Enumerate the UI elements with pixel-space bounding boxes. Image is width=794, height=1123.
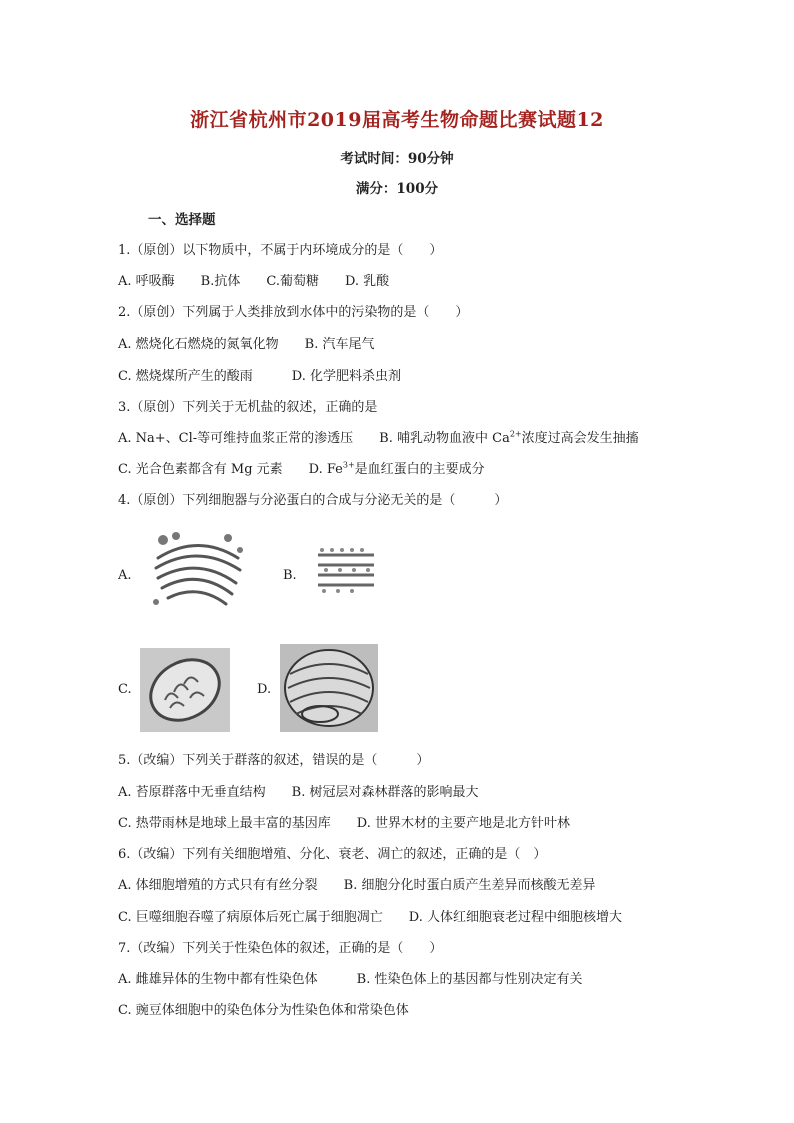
q7-option-c: C. 豌豆体细胞中的染色体分为性染色体和常染色体 [118, 1003, 409, 1018]
q4-option-b-label: B. [283, 568, 297, 583]
q7-options-ab: A. 雌雄异体的生物中都有性染色体 B. 性染色体上的基因都与性别决定有关 [118, 972, 583, 987]
q5-options-ab: A. 苔原群落中无垂直结构 B. 树冠层对森林群落的影响最大 [118, 785, 479, 800]
q3-fe-charge: 3+ [342, 460, 355, 470]
q4-option-d-label: D. [257, 682, 272, 697]
q4-option-c-label: C. [118, 682, 132, 697]
section-heading: 一、选择题 [148, 212, 216, 228]
q3-stem: 3.（原创）下列关于无机盐的叙述，正确的是 [118, 400, 378, 415]
q1-options: A. 呼吸酶 B.抗体 C.葡萄糖 D. 乳酸 [118, 274, 390, 289]
exam-time: 考试时间：90分钟 [340, 151, 454, 167]
full-score: 满分：100分 [355, 181, 439, 197]
q1-stem: 1.（原创）以下物质中，不属于内环境成分的是（ ） [118, 243, 443, 258]
q5-stem: 5.（改编）下列关于群落的叙述，错误的是（ ） [118, 753, 430, 768]
q6-options-cd: C. 巨噬细胞吞噬了病原体后死亡属于细胞凋亡 D. 人体红细胞衰老过程中细胞核增大 [118, 910, 622, 925]
mitochondrion-image [140, 648, 230, 732]
q3-opt-cd-text: C. 光合色素都含有 Mg 元素 D. Fe [118, 462, 343, 477]
q4-stem: 4.（原创）下列细胞器与分泌蛋白的合成与分泌无关的是（ ） [118, 493, 508, 508]
golgi-apparatus-image [148, 528, 248, 608]
q6-stem: 6.（改编）下列有关细胞增殖、分化、衰老、凋亡的叙述，正确的是（ ） [118, 847, 547, 862]
q3-options-cd [118, 458, 485, 477]
q6-options-ab: A. 体细胞增殖的方式只有有丝分裂 B. 细胞分化时蛋白质产生差异而核酸无差异 [118, 878, 596, 893]
q2-options-ab: A. 燃烧化石燃烧的氮氧化物 B. 汽车尾气 [118, 337, 375, 352]
q2-options-cd: C. 燃烧煤所产生的酸雨 D. 化学肥料杀虫剂 [118, 369, 401, 384]
q3-opt-ab-text: A. Na+、Cl-等可维持血浆正常的渗透压 B. 哺乳动物血液中 Ca [118, 431, 510, 446]
q7-stem: 7.（改编）下列关于性染色体的叙述，正确的是（ ） [118, 941, 443, 956]
q3-opt-cd-tail: 是血红蛋白的主要成分 [354, 462, 485, 477]
page-title: 浙江省杭州市2019届高考生物命题比赛试题12 [190, 109, 604, 131]
endoplasmic-reticulum-image [312, 535, 380, 603]
q2-stem: 2.（原创）下列属于人类排放到水体中的污染物的是（ ） [118, 305, 469, 320]
q4-option-a-label: A. [118, 568, 132, 583]
q3-options-ab [118, 427, 639, 446]
q3-opt-ab-tail: 浓度过高会发生抽搐 [521, 431, 639, 446]
chloroplast-image [280, 644, 378, 732]
q3-ca-charge: 2+ [509, 429, 522, 439]
q5-options-cd: C. 热带雨林是地球上最丰富的基因库 D. 世界木材的主要产地是北方针叶林 [118, 816, 570, 831]
